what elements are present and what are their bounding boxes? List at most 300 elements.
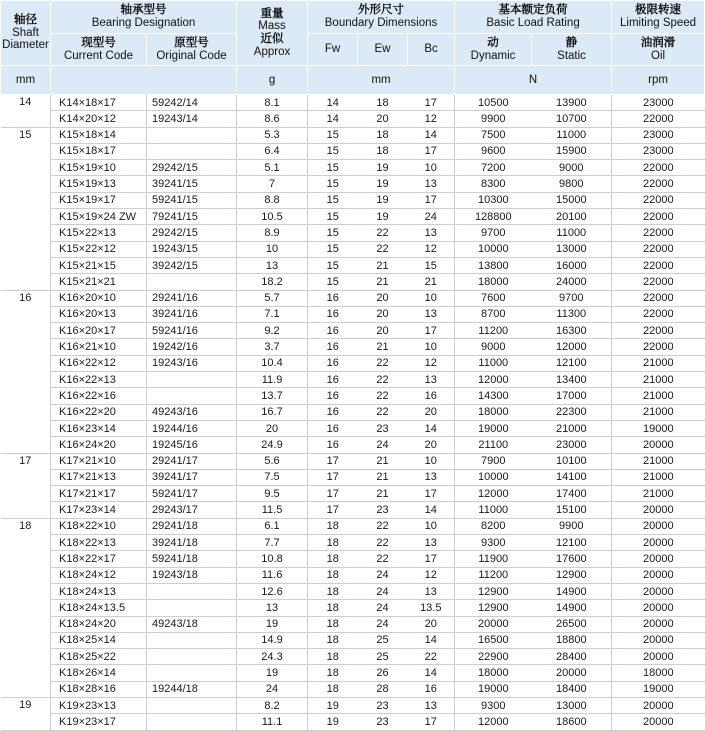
ew-cell: 22 (358, 355, 408, 371)
oil-speed-cell: 20000 (612, 649, 705, 665)
mass-cell: 11.9 (237, 372, 308, 388)
original-code-cell: 29241/16 (147, 290, 237, 306)
mass-unit: g (237, 66, 308, 95)
bc-cell: 10 (408, 160, 455, 176)
ew-cell: 24 (358, 583, 408, 599)
static-cell: 13900 (532, 95, 612, 111)
fw-cell: 16 (308, 323, 358, 339)
dynamic-cell: 9900 (455, 111, 532, 127)
original-code-cell: 59241/18 (147, 551, 237, 567)
bc-cell: 17 (408, 143, 455, 159)
table-row (1, 241, 705, 257)
oil-speed-cell: 21000 (612, 486, 705, 502)
fw-cell: 18 (308, 649, 358, 665)
original-code-cell: 19244/16 (147, 420, 237, 436)
dynamic-cell: 20000 (455, 616, 532, 632)
current-code-cell: K15×21×21 (51, 274, 147, 290)
static-cell: 13000 (532, 697, 612, 713)
original-code-cell: 39242/15 (147, 257, 237, 273)
bc-cell: 12 (408, 567, 455, 583)
shaft-diameter-cell: 19 (1, 697, 51, 730)
static-cell: 16300 (532, 323, 612, 339)
current-code-cell: K18×22×17 (51, 551, 147, 567)
mass-cell: 3.7 (237, 339, 308, 355)
bc-cell: 13 (408, 225, 455, 241)
oil-speed-cell: 18000 (612, 665, 705, 681)
table-row (1, 649, 705, 665)
mass-header: 重量 Mass 近似 Approx (237, 1, 308, 66)
bc-cell: 13 (408, 372, 455, 388)
static-cell: 9000 (532, 160, 612, 176)
original-code-cell: 19243/18 (147, 567, 237, 583)
fw-cell: 16 (308, 388, 358, 404)
static-cell: 14100 (532, 469, 612, 485)
bc-cell: 17 (408, 551, 455, 567)
current-code-cell: K14×20×12 (51, 111, 147, 127)
table-row (1, 372, 705, 388)
ew-cell: 20 (358, 323, 408, 339)
bc-cell: 13 (408, 583, 455, 599)
dynamic-cell: 9000 (455, 339, 532, 355)
bc-cell: 14 (408, 665, 455, 681)
oil-speed-cell: 20000 (612, 437, 705, 453)
dynamic-cell: 11200 (455, 323, 532, 339)
oil-speed-cell: 19000 (612, 420, 705, 436)
dynamic-cell: 18000 (455, 404, 532, 420)
static-cell: 13000 (532, 241, 612, 257)
oil-speed-cell: 21000 (612, 355, 705, 371)
bc-cell: 20 (408, 437, 455, 453)
ew-cell: 22 (358, 241, 408, 257)
dynamic-cell: 10000 (455, 241, 532, 257)
static-cell: 9800 (532, 176, 612, 192)
fw-cell: 15 (308, 257, 358, 273)
dynamic-cell: 12000 (455, 486, 532, 502)
original-code-cell (147, 127, 237, 143)
oil-speed-cell: 22000 (612, 209, 705, 225)
original-code-cell: 49243/16 (147, 404, 237, 420)
current-code-cell: K18×22×13 (51, 535, 147, 551)
shaft-diameter-cell: 17 (1, 453, 51, 518)
fw-cell: 16 (308, 404, 358, 420)
fw-cell: 15 (308, 143, 358, 159)
oil-speed-cell: 19000 (612, 681, 705, 697)
table-row (1, 257, 705, 273)
mass-cell: 5.1 (237, 160, 308, 176)
ew-cell: 21 (358, 257, 408, 273)
current-code-cell: K15×21×15 (51, 257, 147, 273)
dynamic-cell: 7600 (455, 290, 532, 306)
table-row (1, 274, 705, 290)
ew-cell: 19 (358, 192, 408, 208)
table-row (1, 420, 705, 436)
table-row (1, 339, 705, 355)
ew-cell: 21 (358, 469, 408, 485)
original-code-cell (147, 714, 237, 730)
oil-speed-cell: 20000 (612, 714, 705, 730)
original-code-cell (147, 143, 237, 159)
static-cell: 12900 (532, 567, 612, 583)
fw-header: Fw (308, 34, 358, 66)
dynamic-cell: 19000 (455, 420, 532, 436)
fw-cell: 17 (308, 469, 358, 485)
oil-speed-cell: 20000 (612, 697, 705, 713)
table-row (1, 681, 705, 697)
table-row (1, 225, 705, 241)
ew-cell: 25 (358, 649, 408, 665)
table-row (1, 176, 705, 192)
designation-header: 轴承型号 Bearing Designation (51, 1, 237, 34)
dynamic-cell: 8700 (455, 306, 532, 322)
original-code-cell: 39241/17 (147, 469, 237, 485)
ew-cell: 20 (358, 111, 408, 127)
mass-cell: 11.1 (237, 714, 308, 730)
oil-speed-cell: 22000 (612, 160, 705, 176)
dynamic-cell: 12000 (455, 372, 532, 388)
table-row (1, 600, 705, 616)
dynamic-cell: 22900 (455, 649, 532, 665)
static-cell: 15100 (532, 502, 612, 518)
current-code-cell: K16×23×14 (51, 420, 147, 436)
table-row (1, 143, 705, 159)
current-code-cell: K16×21×10 (51, 339, 147, 355)
current-code-cell: K17×23×14 (51, 502, 147, 518)
fw-cell: 15 (308, 160, 358, 176)
original-code-header: 原型号 Original Code (147, 34, 237, 66)
bc-cell: 20 (408, 404, 455, 420)
bc-cell: 14 (408, 632, 455, 648)
mass-cell: 7.7 (237, 535, 308, 551)
ew-cell: 20 (358, 306, 408, 322)
fw-cell: 18 (308, 535, 358, 551)
table-row (1, 502, 705, 518)
fw-cell: 18 (308, 616, 358, 632)
table-row (1, 127, 705, 143)
dynamic-cell: 9300 (455, 535, 532, 551)
bc-cell: 14 (408, 502, 455, 518)
current-code-cell: K16×20×13 (51, 306, 147, 322)
original-code-cell: 29241/18 (147, 518, 237, 534)
original-code-cell: 39241/16 (147, 306, 237, 322)
oil-speed-cell: 20000 (612, 551, 705, 567)
current-code-cell: K15×19×17 (51, 192, 147, 208)
current-code-cell: K18×24×13 (51, 583, 147, 599)
oil-speed-cell: 21000 (612, 453, 705, 469)
bc-cell: 17 (408, 323, 455, 339)
static-cell: 13400 (532, 372, 612, 388)
mass-cell: 19 (237, 665, 308, 681)
fw-cell: 18 (308, 551, 358, 567)
static-cell: 28400 (532, 649, 612, 665)
original-code-cell: 29242/15 (147, 160, 237, 176)
ew-cell: 21 (358, 339, 408, 355)
dynamic-cell: 8200 (455, 518, 532, 534)
static-cell: 11300 (532, 306, 612, 322)
ew-cell: 21 (358, 274, 408, 290)
ew-cell: 19 (358, 209, 408, 225)
fw-cell: 16 (308, 339, 358, 355)
mass-cell: 7.1 (237, 306, 308, 322)
current-code-cell: K16×20×17 (51, 323, 147, 339)
static-cell: 9700 (532, 290, 612, 306)
table-row (1, 551, 705, 567)
mass-cell: 11.6 (237, 567, 308, 583)
oil-header: 油润滑 Oil (612, 34, 705, 66)
oil-speed-cell: 22000 (612, 111, 705, 127)
ew-cell: 28 (358, 681, 408, 697)
original-code-cell: 29243/17 (147, 502, 237, 518)
fw-cell: 15 (308, 241, 358, 257)
dynamic-cell: 10000 (455, 469, 532, 485)
original-code-cell: 29242/15 (147, 225, 237, 241)
table-row (1, 95, 705, 111)
boundary-unit: mm (308, 66, 455, 95)
original-code-cell (147, 665, 237, 681)
fw-cell: 19 (308, 697, 358, 713)
static-cell: 10700 (532, 111, 612, 127)
fw-cell: 14 (308, 111, 358, 127)
ew-cell: 20 (358, 290, 408, 306)
table-row (1, 583, 705, 599)
current-code-cell: K15×18×14 (51, 127, 147, 143)
current-code-cell: K17×21×13 (51, 469, 147, 485)
current-code-cell: K17×21×10 (51, 453, 147, 469)
current-code-cell: K16×22×13 (51, 372, 147, 388)
oil-speed-cell: 22000 (612, 290, 705, 306)
static-cell: 12000 (532, 339, 612, 355)
dynamic-cell: 9300 (455, 697, 532, 713)
static-cell: 11000 (532, 225, 612, 241)
original-code-cell: 19245/16 (147, 437, 237, 453)
oil-speed-cell: 20000 (612, 583, 705, 599)
original-code-cell: 19243/16 (147, 355, 237, 371)
dynamic-cell: 10300 (455, 192, 532, 208)
bc-cell: 12 (408, 241, 455, 257)
ew-cell: 23 (358, 420, 408, 436)
oil-speed-cell: 22000 (612, 274, 705, 290)
bc-cell: 20 (408, 616, 455, 632)
bc-cell: 13 (408, 469, 455, 485)
ew-header: Ew (358, 34, 408, 66)
oil-speed-cell: 22000 (612, 241, 705, 257)
ew-cell: 23 (358, 714, 408, 730)
mass-cell: 7.5 (237, 469, 308, 485)
bc-cell: 17 (408, 714, 455, 730)
bc-cell: 10 (408, 290, 455, 306)
fw-cell: 15 (308, 209, 358, 225)
fw-cell: 15 (308, 127, 358, 143)
ew-cell: 19 (358, 176, 408, 192)
shaft-diameter-cell: 14 (1, 95, 51, 128)
ew-cell: 24 (358, 437, 408, 453)
static-cell: 12100 (532, 355, 612, 371)
dynamic-cell: 7200 (455, 160, 532, 176)
static-cell: 18400 (532, 681, 612, 697)
mass-cell: 5.6 (237, 453, 308, 469)
bc-cell: 10 (408, 339, 455, 355)
mass-cell: 18.2 (237, 274, 308, 290)
designation-unit (51, 66, 237, 95)
fw-cell: 18 (308, 665, 358, 681)
load-unit: N (455, 66, 612, 95)
static-cell: 17600 (532, 551, 612, 567)
original-code-cell (147, 388, 237, 404)
original-code-cell: 59241/17 (147, 486, 237, 502)
original-code-cell (147, 372, 237, 388)
fw-cell: 16 (308, 290, 358, 306)
original-code-cell: 49243/18 (147, 616, 237, 632)
oil-speed-cell: 20000 (612, 518, 705, 534)
oil-speed-cell: 20000 (612, 632, 705, 648)
fw-cell: 18 (308, 518, 358, 534)
shaft-unit: mm (1, 66, 51, 95)
ew-cell: 22 (358, 388, 408, 404)
fw-cell: 15 (308, 176, 358, 192)
original-code-cell (147, 649, 237, 665)
table-row (1, 453, 705, 469)
current-code-cell: K15×19×13 (51, 176, 147, 192)
current-code-cell: K18×24×13.5 (51, 600, 147, 616)
oil-speed-cell: 23000 (612, 143, 705, 159)
table-row (1, 290, 705, 306)
bc-header: Bc (408, 34, 455, 66)
static-cell: 21000 (532, 420, 612, 436)
mass-cell: 13 (237, 600, 308, 616)
ew-cell: 24 (358, 600, 408, 616)
table-row (1, 306, 705, 322)
oil-speed-cell: 22000 (612, 225, 705, 241)
table-row (1, 567, 705, 583)
bc-cell: 17 (408, 486, 455, 502)
bc-cell: 17 (408, 192, 455, 208)
table-row (1, 209, 705, 225)
mass-cell: 10.8 (237, 551, 308, 567)
fw-cell: 18 (308, 681, 358, 697)
current-code-header: 现型号 Current Code (51, 34, 147, 66)
static-cell: 20100 (532, 209, 612, 225)
original-code-cell: 59242/14 (147, 95, 237, 111)
mass-cell: 16.7 (237, 404, 308, 420)
fw-cell: 17 (308, 502, 358, 518)
bc-cell: 14 (408, 420, 455, 436)
ew-cell: 23 (358, 502, 408, 518)
static-cell: 17000 (532, 388, 612, 404)
original-code-cell (147, 600, 237, 616)
static-cell: 20000 (532, 665, 612, 681)
bc-cell: 10 (408, 518, 455, 534)
current-code-cell: K16×22×20 (51, 404, 147, 420)
fw-cell: 16 (308, 437, 358, 453)
oil-speed-cell: 22000 (612, 339, 705, 355)
bc-cell: 14 (408, 127, 455, 143)
fw-cell: 16 (308, 372, 358, 388)
mass-cell: 5.7 (237, 290, 308, 306)
static-cell: 12100 (532, 535, 612, 551)
static-cell: 15900 (532, 143, 612, 159)
ew-cell: 22 (358, 372, 408, 388)
ew-cell: 18 (358, 127, 408, 143)
fw-cell: 18 (308, 567, 358, 583)
oil-speed-cell: 21000 (612, 404, 705, 420)
oil-speed-cell: 22000 (612, 323, 705, 339)
static-cell: 17400 (532, 486, 612, 502)
fw-cell: 18 (308, 632, 358, 648)
dynamic-cell: 11900 (455, 551, 532, 567)
bc-cell: 12 (408, 111, 455, 127)
mass-cell: 10.4 (237, 355, 308, 371)
ew-cell: 25 (358, 632, 408, 648)
static-cell: 14900 (532, 583, 612, 599)
dynamic-cell: 14300 (455, 388, 532, 404)
current-code-cell: K18×26×14 (51, 665, 147, 681)
load-header: 基本额定负荷 Basic Load Rating (455, 1, 612, 34)
shaft-diameter-cell: 16 (1, 290, 51, 453)
original-code-cell: 19242/16 (147, 339, 237, 355)
bc-cell: 13.5 (408, 600, 455, 616)
mass-cell: 8.6 (237, 111, 308, 127)
mass-cell: 8.9 (237, 225, 308, 241)
fw-cell: 15 (308, 225, 358, 241)
shaft-diameter-cell: 15 (1, 127, 51, 290)
current-code-cell: K18×24×12 (51, 567, 147, 583)
current-code-cell: K16×22×12 (51, 355, 147, 371)
static-cell: 14900 (532, 600, 612, 616)
fw-cell: 16 (308, 420, 358, 436)
fw-cell: 18 (308, 600, 358, 616)
dynamic-cell: 11000 (455, 355, 532, 371)
shaft-diameter-cell: 18 (1, 518, 51, 697)
dynamic-cell: 7500 (455, 127, 532, 143)
mass-cell: 5.3 (237, 127, 308, 143)
dynamic-cell: 19000 (455, 681, 532, 697)
mass-cell: 19 (237, 616, 308, 632)
ew-cell: 22 (358, 518, 408, 534)
bc-cell: 13 (408, 535, 455, 551)
dynamic-cell: 12900 (455, 583, 532, 599)
ew-cell: 18 (358, 95, 408, 111)
ew-cell: 22 (358, 551, 408, 567)
current-code-cell: K16×22×16 (51, 388, 147, 404)
oil-speed-cell: 20000 (612, 567, 705, 583)
static-cell: 11000 (532, 127, 612, 143)
static-cell: 15000 (532, 192, 612, 208)
current-code-cell: K15×22×13 (51, 225, 147, 241)
ew-cell: 21 (358, 486, 408, 502)
ew-cell: 21 (358, 453, 408, 469)
dynamic-cell: 9700 (455, 225, 532, 241)
current-code-cell: K15×18×17 (51, 143, 147, 159)
current-code-cell: K18×25×14 (51, 632, 147, 648)
current-code-cell: K18×22×10 (51, 518, 147, 534)
table-row (1, 535, 705, 551)
oil-speed-cell: 22000 (612, 192, 705, 208)
mass-cell: 10 (237, 241, 308, 257)
oil-speed-cell: 22000 (612, 306, 705, 322)
fw-cell: 17 (308, 453, 358, 469)
current-code-cell: K19×23×13 (51, 697, 147, 713)
table-row (1, 111, 705, 127)
mass-cell: 7 (237, 176, 308, 192)
table-row (1, 665, 705, 681)
static-cell: 9900 (532, 518, 612, 534)
dynamic-header: 动 Dynamic (455, 34, 532, 66)
fw-cell: 19 (308, 714, 358, 730)
ew-cell: 24 (358, 567, 408, 583)
original-code-cell: 29241/17 (147, 453, 237, 469)
current-code-cell: K17×21×17 (51, 486, 147, 502)
original-code-cell (147, 632, 237, 648)
current-code-cell: K18×24×20 (51, 616, 147, 632)
